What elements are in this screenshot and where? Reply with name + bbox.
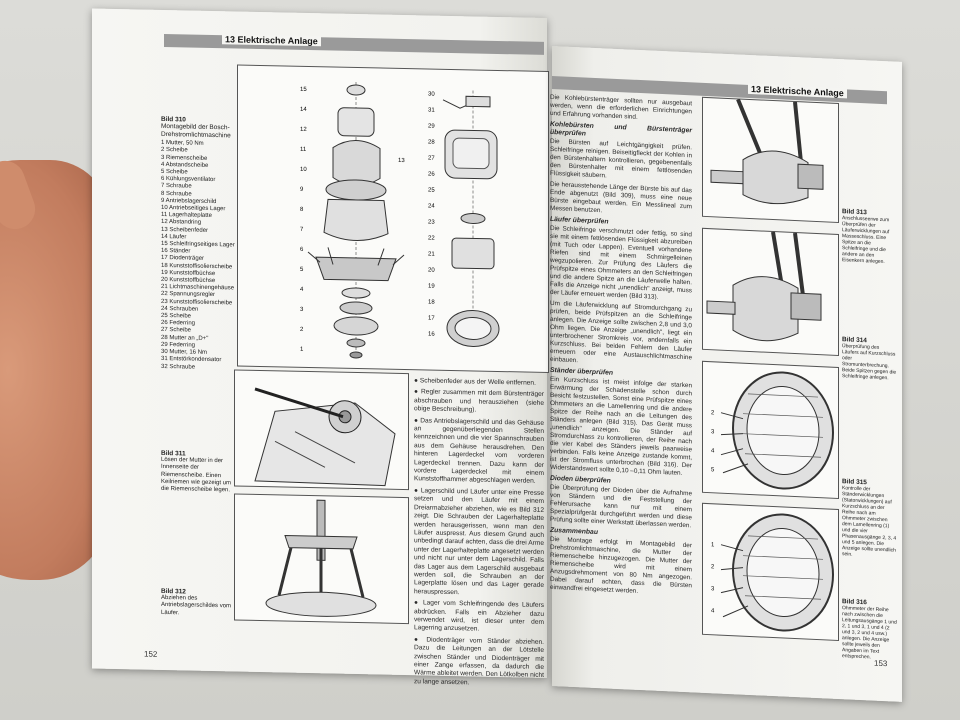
fig310-callout-label: 7 [300, 226, 304, 233]
fig313-title: Bild 313 [842, 208, 867, 217]
fig310-callout-label: 9 [300, 186, 304, 193]
heading-rotor: Läufer überprüfen [550, 215, 609, 226]
fig312-text: Abziehen des Antriebslagerschildes vom Läufer. [161, 595, 232, 616]
fig316-callout-label: 2 [711, 564, 715, 571]
fig310-callout-label: 24 [428, 203, 435, 210]
fig310-part-item: 19 Kunststoffbüchse [161, 269, 216, 277]
stator-short-test-drawing [703, 362, 838, 498]
fig310-callout-label: 27 [428, 155, 435, 162]
left-page [92, 8, 547, 687]
fig310-part-item: 2 Scheibe [161, 147, 188, 154]
pulley-nut-drawing [235, 370, 408, 489]
bullet-paragraph [414, 417, 544, 487]
fig310-callout-label: 15 [300, 86, 307, 93]
fig315-title: Bild 315 [842, 478, 867, 487]
fig316-title: Bild 316 [842, 598, 867, 607]
fig310-part-item: 12 Abstandring [161, 219, 202, 227]
fig310-callout-label: 12 [300, 126, 307, 133]
fig310-callout-label: 31 [428, 107, 435, 114]
fig310-callout-label: 16 [428, 331, 435, 338]
fig310-callout-label: 26 [428, 171, 435, 178]
stator-continuity-test-drawing [703, 504, 838, 640]
heading-stator: Ständer überprüfen [550, 366, 614, 377]
fig310-callout-label: 5 [300, 266, 304, 273]
fig310-part-item: 1 Mutter, 50 Nm [161, 140, 204, 148]
fig315-callout-label: 5 [711, 467, 715, 474]
fig310-callout-label: 11 [300, 146, 307, 153]
fig310-part-item: 15 Schleifringseitiges Lager [161, 240, 235, 249]
fig310-callout-label: 1 [300, 346, 304, 353]
fig311-caption [161, 450, 239, 495]
fig310-callout-label: 10 [300, 166, 307, 173]
fig316-image [702, 503, 839, 641]
fig314-text: Überprüfung des Läufers auf Kurzschluss oder Stromunterbrechung. Beide Spitzen gegen die Schleifringe anlegen. [842, 343, 897, 382]
fig310-part-item: 7 Schraube [161, 183, 192, 190]
fig311-image [234, 369, 409, 490]
fig312-title: Bild 312 [161, 587, 186, 596]
fig310-callout-label: 3 [300, 306, 304, 313]
para-brush-length: Die herausstehende Länge der Bürste bis auf das Ende abgenutzt (Bild 309), muss eine neue Bürste eingebaut werden. Ein Messlineal zum Messen benutzen. [550, 180, 692, 215]
rotor-winding-test-drawing [703, 229, 838, 355]
fig310-part-item: 14 Läufer [161, 233, 187, 241]
fig310-part-item: 16 Ständer [161, 248, 191, 255]
fig310-part-item: 11 Lagerhalteplatte [161, 212, 212, 220]
fig310-callout-label: 30 [428, 91, 435, 98]
puller-drawing [235, 494, 408, 623]
bullet-paragraph [414, 636, 544, 689]
heading-assembly: Zusammenbau [550, 526, 598, 537]
fig316-text: Ohmmeter der Reihe nach zwischen die Leitungsausgänge 1 und 2, 1 und 3, 1 und 4 (2 und 3, 2 und 4 usw.) anlegen. Die Anzeige sollte jeweils den Angaben im Text entsprechen. [842, 605, 897, 661]
fig310-part-item: 25 Scheibe [161, 312, 192, 320]
fig310-callout-label: 22 [428, 235, 435, 242]
fig315-callout-label: 2 [711, 410, 715, 417]
fig310-callout-label: 28 [428, 139, 435, 146]
heading-diodes: Dioden überprüfen [550, 474, 611, 485]
fig310-callout-label: 20 [428, 267, 435, 274]
fig310-callout-label: 8 [300, 206, 304, 213]
fig311-text: Lösen der Mutter in der Innenseite der Riemenscheibe. Einen Keilriemen wie gezeigt um die Riemenscheibe legen. [161, 457, 232, 494]
fig310-part-item: 23 Kunststoffisolierscheibe [161, 298, 233, 307]
alternator-exploded-drawing [238, 66, 548, 372]
fig310-part-item: 17 Diodenträger [161, 255, 205, 263]
para-brushes: Die Bürsten auf Leichtgängigkeit prüfen. Schleifringe reinigen. Beiseitigfleckt der Kohlen in den Bürstenhaltern kontrollieren, gegebenenfalls den Bürstenhalter mit einem fettlösenden Flüssigkeit säubern. [550, 137, 692, 180]
fig315-caption [842, 479, 897, 559]
fig310-part-item: 18 Kunststoffisolierscheibe [161, 262, 233, 271]
fig310-exploded-view [237, 65, 549, 374]
fig316-callout-label: 4 [711, 608, 715, 615]
left-bullets-column [414, 377, 544, 692]
para-diodes: Die Überprüfung der Dioden über die Aufnahme von Ständern und die Feststellung der Fehlerursache kann nur mit einem Spezialprüfgerät durchgeführt werden und diese Prüfung sollte einer Werkstatt überlassen werden. [550, 483, 692, 530]
fig310-callout-label: 21 [428, 251, 435, 258]
fig313-text: Anschlusseerwe zum Überprüfen der Läuferwicklungen auf Masseschluss. Eine Spitze an die Schleifringe und die andere an den Eisenkern anlegen. [842, 215, 890, 266]
fig310-part-item: 26 Federring [161, 320, 196, 327]
fig313-image [702, 97, 839, 223]
fig310-callout-label: 29 [428, 123, 435, 130]
rotor-ground-test-drawing [703, 98, 838, 222]
open-book [92, 18, 908, 688]
heading-brushes: Kohlebürsten und Bürstenträger überprüfen [550, 120, 692, 138]
bullet-text: Regler zusammen mit dem Bürstenträger abschrauben und herausziehen (siehe obige Beschreibung). [414, 388, 544, 414]
fig315-text: Kontrolle der Ständerwicklungen (Statorwicklungen) auf Kurzschluss an der Reihe nach am Ohmmeter zwischen dem Lamellenring (1) und die vier Phasenausgänge 2, 3, 4 und 5 anlegen. Die Anzeige sollte unendlich sein. [842, 485, 897, 558]
bullet-text: Diodenträger vom Ständer abziehen. Dazu die Leitungen an der Lötstelle zwischen Ständer und Diodenträger mit einer Zange erfassen, da dadurch die Wärme ableitet werden. Den Lötkolben nicht zu lange ansetzen. [414, 636, 544, 687]
fig316-caption [842, 599, 897, 661]
fig310-part-item: 4 Abstandscheibe [161, 161, 209, 169]
fig310-part-item: 21 Lichtmaschinengehäuse [161, 284, 235, 292]
fig310-label-13: 13 [398, 157, 405, 165]
fig310-part-item: 3 Riemenscheibe [161, 154, 208, 162]
fig310-callout-label: 4 [300, 286, 304, 293]
bullet-dot-icon: ● [414, 635, 427, 644]
fig310-callout-label: 19 [428, 283, 435, 290]
fig310-part-item: 31 Entstörkondensator [161, 356, 222, 364]
bullet-text: Lagerschild und Läufer unter eine Presse setzen und den Läufer mit einem Dreiarmabzieher abziehen, wie es Bild 312 zeigt. Die Schrauben der Lagerhalteplatte werden herausgerissen, wenn man den Läufer auspresst. Aus diesem Grund auch unbedingt darauf achten, dass die drei Arme unter der Lagerhalteplatte angesetzt werden und nicht nur unter dem Lagerschild. Falls das Lager aus dem Lagerschild ausgebaut werden soll, die Schrauben an der Lagerplatte lösen und das Lager gerade herauspressen. [414, 487, 544, 596]
fig310-callout-label: 25 [428, 187, 435, 194]
left-page-number: 152 [144, 649, 158, 659]
bullet-paragraph [414, 389, 544, 417]
bullet-text: Scheibenfeder aus der Welle entfernen. [419, 377, 536, 387]
fig310-part-item: 13 Scheibenfeder [161, 226, 209, 234]
fig314-caption [842, 337, 897, 381]
para-assembly: Die Montage erfolgt im Montagebild der Drehstromlichtmaschine, die Mutter der Riemenscheibe hinzugezogen. Die Mutter der Riemenscheibe wird mit einem Anzugsdrehmoment von 80 Nm angezogen. Dabei darauf achten, dass die Bürsten einwandfrei eingesetzt werden. [550, 535, 692, 595]
bullet-dot-icon: ● [414, 599, 423, 607]
left-header-title: 13 Elektrische Anlage [222, 34, 321, 46]
fig310-callout-label: 18 [428, 299, 435, 306]
fig315-image [702, 361, 839, 499]
bullet-dot-icon: ● [414, 416, 421, 424]
right-page-number: 153 [874, 658, 888, 669]
fig310-part-item: 9 Antriebslagerschild [161, 197, 217, 205]
fig310-subtitle: Montagebild der Bosch-Drehstromlichtmaschine [161, 123, 231, 140]
bullet-dot-icon: ● [414, 377, 420, 385]
fig316-callout-label: 3 [711, 586, 715, 593]
fig312-image [234, 493, 409, 624]
fig310-callout-label: 6 [300, 246, 304, 253]
fig310-part-item: 8 Schraube [161, 190, 192, 198]
fig312-caption [161, 588, 239, 618]
fig310-callout-label: 2 [300, 326, 304, 333]
para-stator: Ein Kurzschluss ist meist infolge der starken Erwärmung der Schadenstelle schon durch Besicht festzustellen. Sonst eine Prüfspitze eines Ohmmeters an die Lamellenring und die andere Spitze der Reihe nach an die Leitungen des Ständers anlegen (Bild 315). Das Gerät muss „unendlich" anzeigen. Die Ständer auf Stromdurchlass zu kontrollieren, der Reihe nach die vier Kabel des Ständers jeweils paarweise verbinden. Falls keine Anzeige zustande kommt, ist der Stromfluss unterbrochen (Bild 316). Der Widerstandswert sollte 0,10 –0,11 Ohm lauten. [550, 375, 692, 477]
fig310-callout-label: 17 [428, 315, 435, 322]
bullet-text: Lager vom Schleifringende des Läufers abdrücken. Falls ein Abzieher dazu verwendet wird, ist dieser unter dem Lagerring anzusetzen. [414, 599, 544, 633]
fig310-part-item: 6 Kühlungsventilator [161, 176, 216, 184]
fig310-callout-label: 23 [428, 219, 435, 226]
right-header-title: 13 Elektrische Anlage [748, 84, 847, 98]
right-text-column [550, 94, 692, 601]
fig314-title: Bild 314 [842, 336, 867, 345]
fig316-callout-label: 1 [711, 542, 715, 549]
fig310-part-item: 20 Kunststoffbüchse [161, 276, 216, 285]
fig315-callout-label: 4 [711, 448, 715, 455]
bullet-dot-icon: ● [414, 388, 422, 396]
fig313-caption [842, 209, 897, 265]
fig310-part-item: 30 Mutter, 16 Nm [161, 349, 208, 356]
fig310-part-item: 24 Schrauben [161, 305, 199, 313]
fig310-part-item: 22 Spannungsregler [161, 291, 216, 299]
fig310-part-item: 32 Schraube [161, 363, 196, 371]
bullet-dot-icon: ● [414, 487, 421, 495]
right-page [552, 46, 902, 702]
bullet-paragraph [414, 487, 544, 599]
fig314-image [702, 228, 839, 356]
bullet-paragraph [414, 599, 544, 635]
fig310-part-item: 5 Scheibe [161, 168, 188, 176]
bullet-paragraph [414, 377, 544, 388]
left-header-bar [164, 34, 544, 55]
right-intro: Die Kohlebürstenträger sollten nur ausgebaut werden, wenn die erforderlichen Einrichtungen und Erfahrung vorhanden sind. [550, 93, 692, 121]
fig310-part-item: 10 Antriebseitiges Lager [161, 204, 226, 213]
fig310-title: Bild 310 [161, 115, 186, 124]
fig310-part-item: 29 Federring [161, 341, 196, 349]
fig310-part-item: 28 Mutter an „D+" [161, 334, 209, 342]
para-rotor-winding: Um die Läuferwicklung auf Stromdurchgang zu prüfen, beide Prüfspitzen an die Schleifringe anlegen. Die Anzeige sollte zwischen 2,8 und 3,0 Ohm liegen. Die Anzeige „unendlich", liegt ein unterbrochener Stromkreis vor, andernfalls ein Kurzschluss. Bei beiden Fehlern den Läufer erneuern oder eine Austauschlichtmaschine einbauen. [550, 299, 692, 365]
fig315-callout-label: 3 [711, 429, 715, 436]
fig310-part-item: 27 Scheibe [161, 327, 192, 335]
fig311-title: Bild 311 [161, 449, 186, 458]
bullet-text: Das Antriebslagerschild und das Gehäuse an gegenüberliegenden Stellen kennzeichnen und die vier Spannschrauben aus dem Gehäuse herausdrehen. Den hinteren Lagerdeckel vom vorderen Lagerdeckel trennen. Dazu kann der vordere Lagerdeckel mit einem Kunststoffhammer abgeschlagen werden. [414, 416, 544, 486]
fig310-callout-label: 14 [300, 106, 307, 113]
para-rotor: Die Schleifringe verschmutzt oder fettig, so sind sie mit einem fettlösenden Flüssigkeit abzureiben (mit Tuch oder Lappen). Eventuell vorhandene Riefen sind mit einem Schmirgelleinen wegzupolieren. Zur Prüfung des Läufers die Prüfspitze eines Ohmmeters an den Schleifringen und die andere Spitze an die Läuferwelle halten. Falls die Anzeige nicht „unendlich" anzeigt, muss der Läufer erneuert werden (Bild 313). [550, 224, 692, 301]
